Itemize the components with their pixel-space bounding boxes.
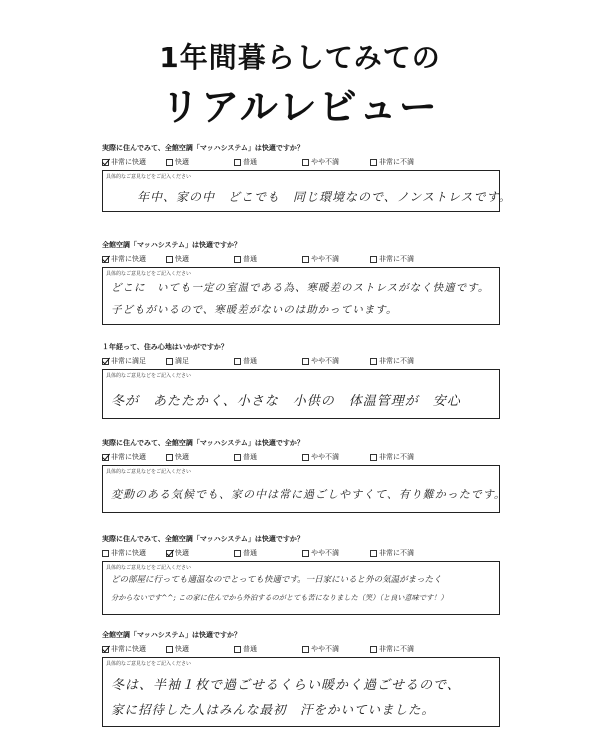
handwritten-line: 冬は、半袖１枚で過ごせるくらい暖かく過ごせるので、	[111, 678, 461, 693]
rating-options	[102, 452, 500, 462]
handwritten-line: どこに いても一定の室温である為、寒暖差のストレスがなく快適です。	[111, 282, 490, 294]
review-question: 実際に住んでみて、全館空調「マッハシステム」は快適ですか？	[102, 535, 304, 543]
answer-box	[102, 369, 500, 419]
rating-option-4[interactable]: やや不満	[302, 157, 370, 167]
rating-option-5[interactable]: 非常に不満	[370, 452, 438, 462]
handwritten-line: 分からないです^^; この家に住んでから外泊するのがとても苦になりました（笑）（と良い意味です！）	[111, 593, 448, 602]
rating-option-3[interactable]: 普通	[234, 157, 302, 167]
rating-option-2[interactable]: 快適	[166, 644, 234, 654]
checkbox[interactable]	[166, 646, 173, 653]
checkbox[interactable]	[302, 256, 309, 263]
rating-option-5[interactable]: 非常に不満	[370, 644, 438, 654]
answer-hint: 具体的なご意見などをご記入ください	[106, 469, 192, 475]
rating-option-1[interactable]: 非常に快適	[102, 452, 166, 462]
rating-option-1[interactable]: 非常に快適	[102, 548, 166, 558]
rating-option-5[interactable]: 非常に不満	[370, 548, 438, 558]
rating-option-2[interactable]: 快適	[166, 548, 234, 558]
rating-option-4[interactable]: やや不満	[302, 644, 370, 654]
review-block-2	[102, 240, 500, 325]
review-block-3	[102, 342, 500, 419]
handwritten-line: 年中、家の中 どこでも 同じ環境なので、ノンストレスです。	[137, 190, 512, 204]
handwritten-line: 変動のある気候でも、家の中は常に過ごしやすくて、有り難かったです。	[111, 488, 506, 501]
page-title-line-1: 1年間暮らしてみての	[159, 41, 441, 74]
review-question: 全館空調「マッハシステム」は快適ですか？	[102, 241, 242, 249]
review-question: 実際に住んでみて、全館空調「マッハシステム」は快適ですか？	[102, 144, 304, 152]
review-block-6	[102, 630, 500, 727]
answer-hint: 具体的なご意見などをご記入ください	[106, 565, 192, 571]
checkbox[interactable]	[234, 646, 241, 653]
checkbox[interactable]	[302, 358, 309, 365]
page-title-line-2: リアルレビュー	[161, 85, 439, 129]
rating-options	[102, 356, 500, 366]
review-question: 実際に住んでみて、全館空調「マッハシステム」は快適ですか？	[102, 439, 304, 447]
answer-box	[102, 170, 512, 212]
answer-box	[102, 657, 500, 727]
checkbox[interactable]	[370, 159, 377, 166]
checkbox[interactable]	[370, 454, 377, 461]
rating-option-2[interactable]: 快適	[166, 157, 234, 167]
checkbox-checked[interactable]	[102, 454, 109, 461]
review-block-4	[102, 438, 506, 513]
rating-option-3[interactable]: 普通	[234, 452, 302, 462]
checkbox[interactable]	[370, 646, 377, 653]
checkbox[interactable]	[370, 550, 377, 557]
rating-option-4[interactable]: やや不満	[302, 356, 370, 366]
checkbox[interactable]	[370, 358, 377, 365]
checkbox[interactable]	[166, 358, 173, 365]
answer-box	[102, 561, 500, 615]
rating-option-1[interactable]: 非常に快適	[102, 644, 166, 654]
rating-option-2[interactable]: 快適	[166, 254, 234, 264]
rating-option-4[interactable]: やや不満	[302, 452, 370, 462]
rating-option-3[interactable]: 普通	[234, 356, 302, 366]
handwritten-line: 家に招待した人はみんな最初 汗をかいていました。	[111, 702, 436, 717]
rating-option-1[interactable]: 非常に快適	[102, 157, 166, 167]
checkbox[interactable]	[302, 159, 309, 166]
handwritten-line: 冬が あたたかく、小さな 小供の 体温管理が 安心	[111, 394, 461, 409]
rating-option-3[interactable]: 普通	[234, 254, 302, 264]
rating-option-5[interactable]: 非常に不満	[370, 356, 438, 366]
checkbox[interactable]	[302, 646, 309, 653]
answer-box	[102, 465, 506, 513]
rating-option-1[interactable]: 非常に満足	[102, 356, 166, 366]
checkbox[interactable]	[302, 454, 309, 461]
review-block-5	[102, 534, 500, 615]
rating-options	[102, 157, 500, 167]
rating-option-3[interactable]: 普通	[234, 644, 302, 654]
checkbox[interactable]	[370, 256, 377, 263]
rating-option-4[interactable]: やや不満	[302, 548, 370, 558]
rating-option-4[interactable]: やや不満	[302, 254, 370, 264]
answer-hint: 具体的なご意見などをご記入ください	[106, 373, 192, 379]
review-question: 全館空調「マッハシステム」は快適ですか？	[102, 631, 242, 639]
checkbox[interactable]	[166, 256, 173, 263]
answer-hint: 具体的なご意見などをご記入ください	[106, 271, 192, 277]
checkbox[interactable]	[234, 550, 241, 557]
checkbox-checked[interactable]	[102, 358, 109, 365]
rating-option-2[interactable]: 快適	[166, 452, 234, 462]
rating-option-1[interactable]: 非常に快適	[102, 254, 166, 264]
review-block-1	[102, 143, 512, 212]
checkbox[interactable]	[166, 454, 173, 461]
rating-options	[102, 254, 500, 264]
checkbox-checked[interactable]	[166, 550, 173, 557]
checkbox-checked[interactable]	[102, 159, 109, 166]
checkbox[interactable]	[234, 454, 241, 461]
checkbox[interactable]	[102, 550, 109, 557]
rating-option-5[interactable]: 非常に不満	[370, 157, 438, 167]
checkbox[interactable]	[302, 550, 309, 557]
checkbox[interactable]	[234, 159, 241, 166]
checkbox-checked[interactable]	[102, 256, 109, 263]
rating-options	[102, 548, 500, 558]
rating-options	[102, 644, 500, 654]
handwritten-line: 子どもがいるので、寒暖差がないのは助かっています。	[111, 304, 398, 316]
rating-option-5[interactable]: 非常に不満	[370, 254, 438, 264]
rating-option-2[interactable]: 満足	[166, 356, 234, 366]
checkbox[interactable]	[234, 358, 241, 365]
checkbox[interactable]	[166, 159, 173, 166]
checkbox-checked[interactable]	[102, 646, 109, 653]
review-question: １年経って、住み心地はいかがですか？	[102, 343, 228, 351]
answer-box	[102, 267, 500, 325]
answer-hint: 具体的なご意見などをご記入ください	[106, 174, 192, 180]
checkbox[interactable]	[234, 256, 241, 263]
rating-option-3[interactable]: 普通	[234, 548, 302, 558]
answer-hint: 具体的なご意見などをご記入ください	[106, 661, 192, 667]
handwritten-line: どの部屋に行っても適温なのでとっても快適です。一日家にいると外の気温がまったく	[111, 575, 442, 585]
